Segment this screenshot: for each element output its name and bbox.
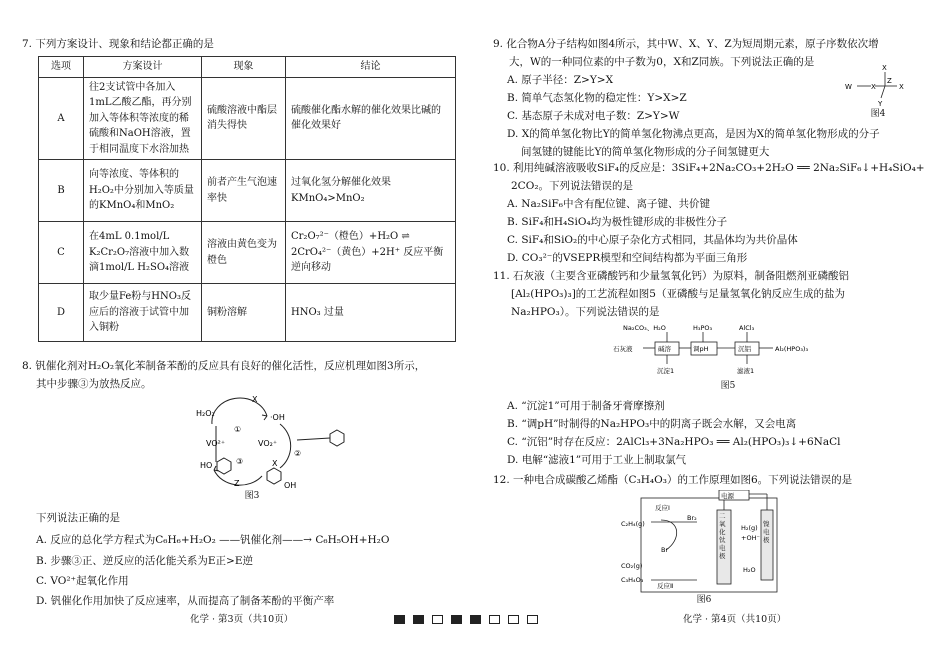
q11-option-a: A. “沉淀1”可用于制备牙膏摩擦剂 [507, 400, 665, 412]
q11-stem-line1: 11. 石灰液（主要含亚磷酸钙和少量氢氧化钙）为原料，制备阻燃剂亚磷酸铝 [493, 270, 850, 282]
q7-table [38, 56, 456, 342]
phenol-ring [217, 458, 231, 474]
fig4-x1: X [871, 83, 876, 91]
flow-side-1: 沉淀1 [657, 367, 675, 375]
marker-filled-2 [413, 615, 424, 624]
fig6-oh: +OH⁻ [741, 534, 760, 542]
q7-row-a-design: 往2支试管中各加入1mL乙酸乙酯，再分别加入等体积等浓度的稀硫酸和NaOH溶液，置于相同温度下水浴加热 [84, 77, 202, 160]
step2-arc [280, 424, 291, 468]
fig3-x2: X [272, 459, 278, 468]
fig6-co2: CO₂(g) [621, 562, 643, 570]
q9-option-c: C. 基态原子未成对电子数：Z>Y>W [507, 110, 680, 122]
q9-stem-line2: 大，W的一种同位素的中子数为0，X和Z同族。下列说法正确的是 [509, 56, 815, 68]
q9-option-a: A. 原子半径：Z>Y>X [507, 74, 614, 86]
q8-option-c: C. VO²⁺起氧化作用 [36, 575, 129, 587]
q9-option-d-line1: D. X的简单氢化物比Y的简单氢化物沸点更高，是因为X的简单氢化物形成的分子 [507, 128, 880, 140]
fig3-oh-bottom: OH [284, 481, 297, 490]
q7-row-d-design: 取少量Fe粉与HNO₃反应后的溶液于试管中加入铜粉 [84, 284, 202, 342]
q10-option-c: C. SiF₄和SiO₂的中心原子杂化方式相同，其晶体均为共价晶体 [507, 234, 798, 246]
q9-option-d-line2: 间氢键的键能比Y的简单氢化物形成的分子间氢键更大 [521, 146, 770, 158]
figure-5-flowchart [613, 322, 833, 378]
fig3-x: X [252, 396, 258, 404]
q7-row-a-phenomenon: 硫酸溶液中酯层消失得快 [202, 77, 286, 160]
fig6-h2o: H₂O [743, 566, 756, 574]
fig3-z: Z [234, 479, 240, 488]
marker-empty-2 [489, 615, 500, 624]
q7-row-c-conclusion: Cr₂O₇²⁻（橙色）+H₂O ⇌ 2CrO₄²⁻（黄色）+2H⁺ 反应平衡逆向移动 [286, 222, 456, 284]
q7-row-c-design: 在4mL 0.1mol/L K₂Cr₂O₇溶液中加入数滴1mol/L H₂SO₄溶液 [84, 222, 202, 284]
fig3-vo2p: VO₂⁺ [258, 439, 278, 448]
flow-start: 石灰液 [613, 345, 633, 353]
q7-row-d-phenomenon: 铜粉溶解 [202, 284, 286, 342]
left-page-footer: 化学 · 第3页（共10页） [190, 614, 294, 625]
marker-filled-1 [394, 615, 405, 624]
marker-empty-3 [508, 615, 519, 624]
flow-reagents-1: Na₂CO₃、H₂O [623, 324, 666, 332]
q7-row-a-option: A [39, 77, 84, 160]
marker-empty-4 [527, 615, 538, 624]
q7-stem: 7. 下列方案设计、现象和结论都正确的是 [22, 38, 214, 50]
q7-row-b-conclusion: 过氧化氢分解催化效果KMnO₄>MnO₂ [286, 160, 456, 222]
q8-stem-line2: 其中步骤③为放热反应。 [36, 378, 152, 390]
q7-row-c-phenomenon: 溶液由黄色变为橙色 [202, 222, 286, 284]
fig6-ni-label: 镍电极 [763, 520, 770, 544]
q10-stem-line1: 10. 利用纯碱溶液吸收SiF₄的反应是：3SiF₄+2Na₂CO₃+2H₂O ══ 2Na₂SiF₆↓+H₄SiO₄+ [493, 162, 925, 174]
flow-step-1: 碱溶 [658, 345, 671, 353]
figure-3-mechanism [172, 396, 372, 490]
fig3-h2o2: H₂O₂ [196, 409, 215, 418]
fig6-reaction-2: 反应Ⅱ [657, 582, 674, 590]
q9-option-b: B. 简单气态氢化物的稳定性：Y>X>Z [507, 92, 687, 104]
q11-stem-line3: Na₂HPO₃）。下列说法错误的是 [511, 306, 660, 318]
cell-outline [641, 498, 777, 592]
fig4-caption: 图4 [870, 109, 886, 119]
fig3-caption: 图3 [244, 491, 260, 501]
fig4-y: Y [878, 100, 883, 108]
q9-stem-line1: 9. 化合物A分子结构如图4所示，其中W、X、Y、Z为短周期元素，原子序数依次增 [493, 38, 879, 50]
fig6-caption: 图6 [696, 595, 712, 605]
fig6-electrode-label: 二氧化钛电极 [719, 512, 726, 560]
q7-row-a-conclusion: 硫酸催化酯水解的催化效果比碱的催化效果好 [286, 77, 456, 160]
q7-row-b-design: 向等浓度、等体积的H₂O₂中分别加入等质量的KMnO₄和MnO₂ [84, 160, 202, 222]
right-page-footer: 化学 · 第4页（共10页） [683, 614, 787, 625]
q8-intro: 下列说法正确的是 [36, 512, 120, 524]
flow-reagents-2: H₃PO₃ [693, 324, 713, 332]
q8-option-b: B. 步骤③正、逆反应的活化能关系为E正>E逆 [36, 555, 254, 567]
q11-option-d: D. 电解“滤液1”可用于工业上制取氯气 [507, 454, 687, 466]
q11-option-c: C. “沉铝”时存在反应：2AlCl₃+3Na₂HPO₃ ══ Al₂(HPO₃)₃↓+6NaCl [507, 436, 841, 448]
fig3-step1: ① [234, 425, 242, 434]
marker-filled-3 [451, 615, 462, 624]
fig6-br2: Br₂ [687, 514, 697, 522]
marker-empty-1 [432, 615, 443, 624]
q7-row-b-phenomenon: 前者产生气泡速率快 [202, 160, 286, 222]
q12-stem: 12. 一种电合成碳酸乙烯酯（C₃H₄O₃）的工作原理如图6。下列说法错误的是 [493, 474, 853, 486]
fig6-br: Br [661, 546, 669, 554]
fig6-h2: H₂(g) [741, 524, 758, 532]
figure-4-structure [845, 62, 909, 108]
q8-option-d: D. 钒催化作用加快了反应速率，从而提高了制备苯酚的平衡产率 [36, 595, 335, 607]
q10-stem-line2: 2CO₂。下列说法错误的是 [511, 180, 634, 192]
q7-row-d-conclusion: HNO₃ 过量 [286, 284, 456, 342]
fig6-c2h4: C₂H₄(g) [621, 520, 645, 528]
flow-reagents-3: AlCl₃ [739, 324, 755, 332]
figure-6-electrolysis [621, 490, 781, 594]
marker-filled-4 [470, 615, 481, 624]
fig3-step3: ③ [236, 457, 244, 466]
q10-option-d: D. CO₃²⁻的VSEPR模型和空间结构都为平面三角形 [507, 252, 748, 264]
flow-step-3: 沉铝 [738, 345, 751, 353]
fig4-w: W [845, 83, 852, 91]
fig3-vo2: VO²⁺ [206, 439, 226, 448]
q7-header-conclusion: 结论 [286, 57, 456, 78]
q8-option-a: A. 反应的总化学方程式为C₆H₆+H₂O₂ ——钒催化剂——→ C₆H₅OH+H₂O [36, 534, 390, 546]
fig3-step2: ② [294, 449, 302, 458]
flow-product: Al₂(HPO₃)₃ [775, 345, 809, 353]
fig3-oh: ·OH [270, 413, 285, 422]
fig5-caption: 图5 [720, 381, 736, 391]
fig6-reaction-1: 反应Ⅰ [655, 504, 670, 512]
intermediate-ring [267, 468, 281, 484]
fig6-power: 电源 [721, 492, 734, 500]
step1-arc [212, 398, 267, 424]
fig6-product: C₃H₄O₃ [621, 576, 644, 584]
flow-side-2: 滤液1 [737, 367, 755, 375]
q11-option-b: B. “调pH”时制得的Na₂HPO₃中的阴离子既会水解，又会电离 [507, 418, 797, 430]
q7-header-design: 方案设计 [84, 57, 202, 78]
fig4-x3: X [899, 83, 904, 91]
benzene-ring-top [330, 430, 344, 446]
fig4-z: Z [887, 77, 892, 85]
fig4-x2: X [882, 64, 887, 72]
q7-header-option: 选项 [39, 57, 84, 78]
q11-stem-line2: [Al₂(HPO₃)₃]的工艺流程如图5（亚磷酸与足量氢氧化钠反应生成的盐为 [511, 288, 845, 300]
q7-row-c-option: C [39, 222, 84, 284]
q7-header-phenomenon: 现象 [202, 57, 286, 78]
q10-option-a: A. Na₂SiF₆中含有配位键、离子键、共价键 [507, 198, 710, 210]
q7-row-d-option: D [39, 284, 84, 342]
fig3-ho: HO [200, 461, 213, 470]
q7-row-b-option: B [39, 160, 84, 222]
q8-stem-line1: 8. 钒催化剂对H₂O₂氧化苯制备苯酚的反应具有良好的催化活性，反应机理如图3所示， [22, 360, 426, 372]
q10-option-b: B. SiF₄和H₄SiO₄均为极性键形成的非极性分子 [507, 216, 728, 228]
flow-step-2: 调pH [693, 345, 709, 353]
